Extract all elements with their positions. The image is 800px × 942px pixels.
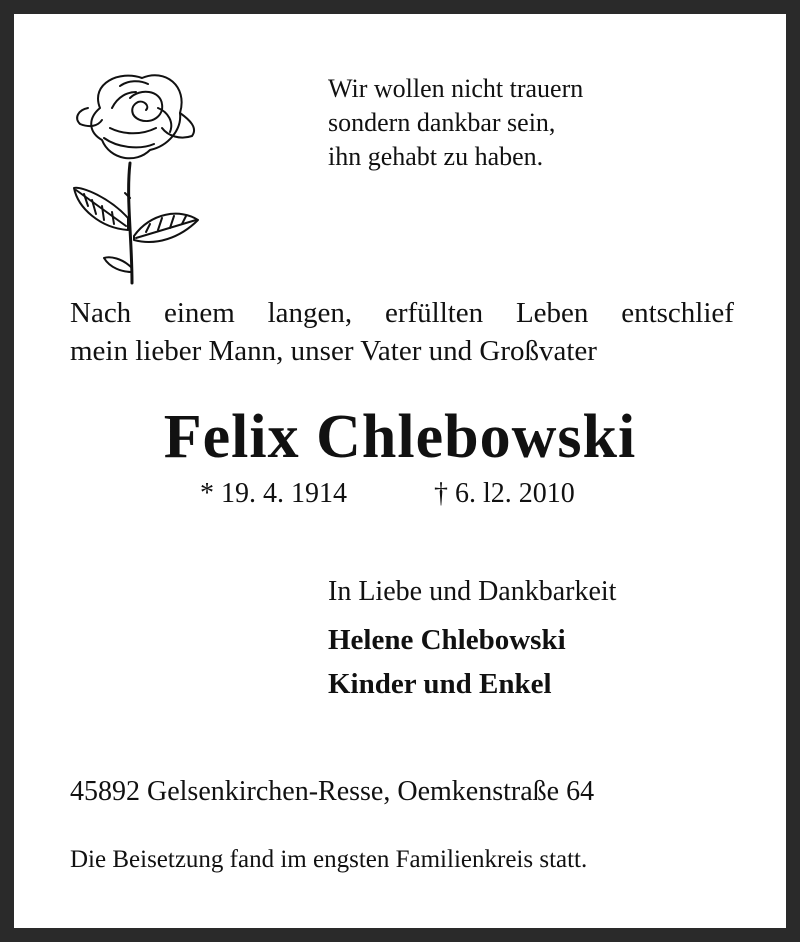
quote	[328, 72, 583, 174]
intro-word: einem	[163, 297, 235, 329]
mourners-intro: In Liebe und Dankbarkeit	[328, 576, 617, 607]
mourner-name-1: Helene Chlebowski	[328, 624, 566, 656]
funeral-note: Die Beisetzung fand im engsten Familienkreis statt.	[70, 846, 588, 873]
birth-date: * 19. 4. 1914	[200, 478, 347, 509]
intro-word: entschlief	[621, 297, 734, 329]
intro-line-1	[70, 294, 734, 332]
address: 45892 Gelsenkirchen-Resse, Oemkenstraße 64	[70, 776, 595, 807]
intro-line-2: mein lieber Mann, unser Vater und Großvater	[70, 335, 597, 367]
rose-icon	[70, 68, 210, 288]
quote-line-3: ihn gehabt zu haben.	[328, 142, 544, 171]
quote-line-2: sondern dankbar sein,	[328, 108, 556, 137]
quote-line-1: Wir wollen nicht trauern	[328, 74, 584, 103]
obituary-card	[14, 14, 786, 928]
mourner-name-2: Kinder und Enkel	[328, 668, 552, 700]
intro-word: Nach	[70, 297, 132, 329]
deceased-name: Felix Chlebowski	[163, 403, 637, 471]
intro-text	[70, 294, 734, 370]
intro-word: langen,	[267, 297, 353, 329]
intro-word: Leben	[515, 297, 589, 329]
intro-word: erfüllten	[384, 297, 484, 329]
death-date: † 6. l2. 2010	[434, 478, 575, 509]
